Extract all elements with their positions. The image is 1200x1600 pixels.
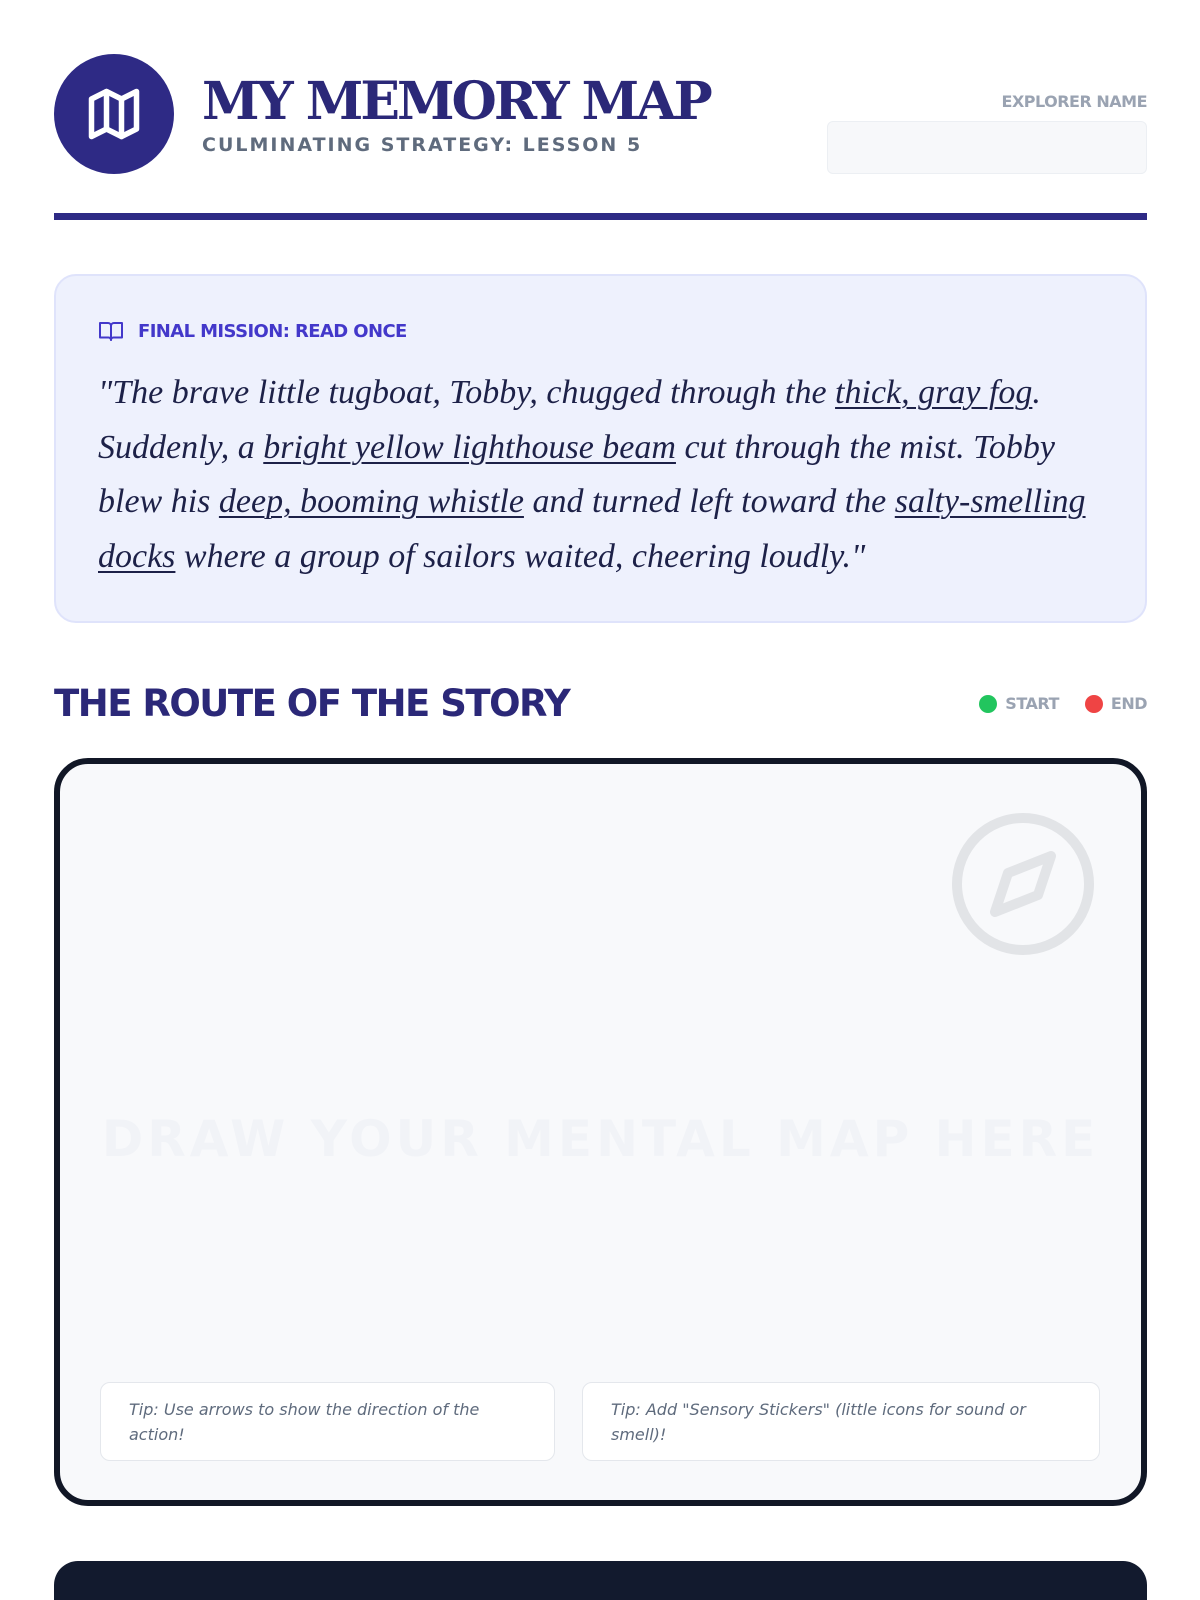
map-icon (84, 84, 144, 144)
mission-panel (54, 274, 1147, 623)
legend-end (1085, 694, 1147, 713)
highlighted-phrase: thick, gray fog (835, 374, 1033, 411)
passage-text: and turned left toward the (523, 483, 895, 520)
passage-text: where a group of sailors waited, cheering loudly." (175, 537, 866, 575)
passage-text: cut through the mist. Tobby blew his (98, 428, 1055, 520)
passage-text: . Suddenly, a (98, 374, 1041, 466)
legend-start-label: START (1005, 694, 1059, 713)
header-divider (54, 213, 1147, 220)
legend-end-label: END (1110, 694, 1147, 713)
compass-icon (949, 810, 1097, 958)
passage-text: "The brave little tugboat, Tobby, chugged through the (98, 374, 836, 411)
highlighted-phrase: bright yellow lighthouse beam (263, 428, 676, 466)
footer-band (54, 1561, 1147, 1600)
legend-start (979, 694, 1059, 713)
start-dot (979, 695, 997, 713)
route-section-title: THE ROUTE OF THE STORY (54, 682, 570, 725)
story-passage (98, 366, 1098, 584)
explorer-name-input[interactable] (827, 121, 1147, 174)
end-dot (1085, 695, 1103, 713)
page-title: MY MEMORY MAP (202, 71, 710, 132)
explorer-name-label: EXPLORER NAME (1001, 92, 1147, 111)
highlighted-phrase: deep, booming whistle (218, 483, 524, 520)
tip-card-stickers: Tip: Add "Sensory Stickers" (little icons for sound or smell)! (582, 1382, 1100, 1461)
open-book-icon (98, 320, 124, 342)
mission-label: FINAL MISSION: READ ONCE (138, 320, 407, 342)
mission-header (98, 320, 407, 342)
draw-hint-text: DRAW YOUR MENTAL MAP HERE (101, 1110, 1100, 1168)
page-header (54, 54, 1147, 174)
highlighted-phrase: salty-smelling docks (98, 483, 1086, 575)
page-subtitle: CULMINATING STRATEGY: LESSON 5 (202, 134, 643, 156)
logo-badge (54, 54, 174, 174)
drawing-canvas[interactable] (54, 758, 1147, 1506)
tip-card-arrows: Tip: Use arrows to show the direction of the action! (100, 1382, 555, 1461)
route-legend (953, 694, 1147, 713)
